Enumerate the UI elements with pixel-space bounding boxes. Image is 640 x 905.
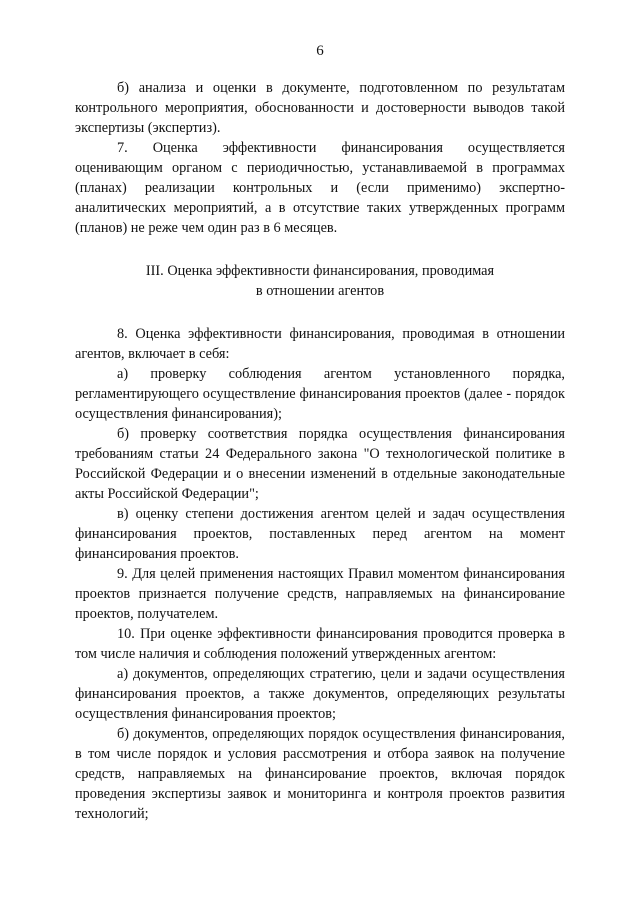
paragraph-9: 9. Для целей применения настоящих Правил моментом финансирования проектов признается получение средств, направляемых на финансирование проектов, получателем. bbox=[75, 566, 565, 622]
paragraph-8b: б) проверку соответствия порядка осуществления финансирования требованиям статьи 24 Федерального закона "О технологической политике в Российской Федерации и о внесении изменений в отдельные законодательные акты Российской Федерации"; bbox=[75, 426, 565, 502]
paragraph-10b: б) документов, определяющих порядок осуществления финансирования, в том числе порядок и условия рассмотрения и отбора заявок на получение средств, направляемых на финансирование проектов, включая порядок проведения экспертизы заявок и мониторинга и контроля проектов развития технологий; bbox=[75, 726, 565, 822]
paragraph-10: 10. При оценке эффективности финансирования проводится проверка в том числе наличия и соблюдения положений утвержденных агентом: bbox=[75, 626, 565, 662]
section-heading-iii bbox=[75, 261, 565, 301]
paragraph-10a: а) документов, определяющих стратегию, цели и задачи осуществления финансирования проектов, а также документов, определяющих результаты осуществления финансирования проектов; bbox=[75, 666, 565, 722]
section-heading-line-2: в отношении агентов bbox=[255, 283, 385, 299]
paragraph-8a: а) проверку соблюдения агентом установленного порядка, регламентирующего осуществление финансирования проектов (далее - порядок осуществления финансирования); bbox=[75, 366, 565, 422]
paragraph-8v: в) оценку степени достижения агентом целей и задач осуществления финансирования проектов, поставленных перед агентом на момент финансирования проектов. bbox=[75, 506, 565, 562]
page-number: 6 bbox=[316, 43, 324, 59]
section-heading-line-1: III. Оценка эффективности финансирования, проводимая bbox=[145, 263, 495, 279]
document-body bbox=[75, 78, 565, 824]
paragraph-8: 8. Оценка эффективности финансирования, проводимая в отношении агентов, включает в себя: bbox=[75, 326, 565, 362]
paragraph-7-periodicity: 7. Оценка эффективности финансирования осуществляется оценивающим органом с периодичностью, устанавливаемой в программах (планах) реализации контрольных и (если применимо) экспертно-аналитических мероприятий, а в отсутствие таких утвержденных программ (планов) не реже чем один раз в 6 месяцев. bbox=[75, 140, 565, 236]
paragraph-analysis: б) анализа и оценки в документе, подготовленном по результатам контрольного мероприятия, обоснованности и достоверности выводов такой экспертизы (экспертиз). bbox=[75, 80, 565, 136]
